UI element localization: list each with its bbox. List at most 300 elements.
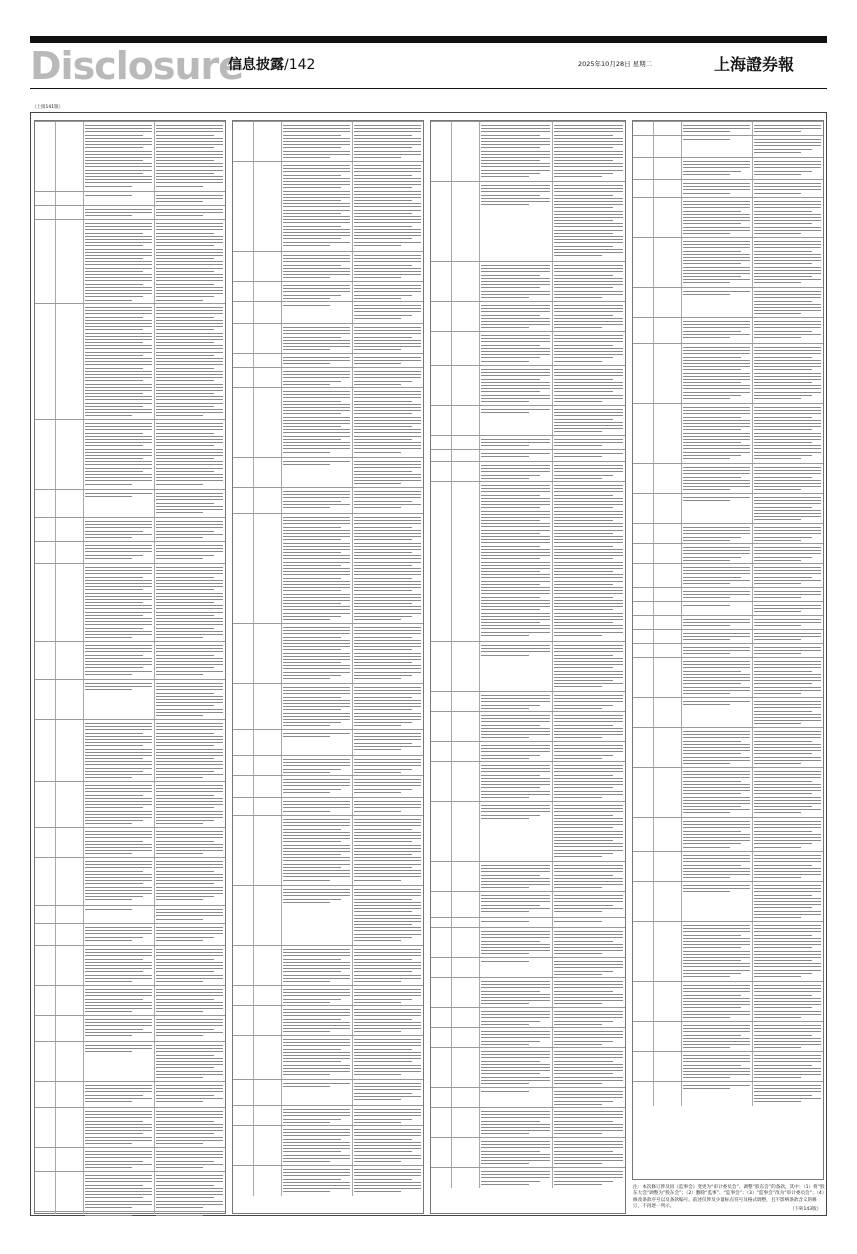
- text-line: [85, 1048, 152, 1049]
- text-line: [481, 485, 550, 486]
- text-line: [156, 429, 223, 430]
- text-line: [683, 207, 750, 208]
- column-divider: [451, 928, 452, 958]
- text-line: [85, 484, 132, 485]
- text-line: [354, 543, 421, 544]
- text-line: [156, 1055, 214, 1056]
- text-line: [85, 390, 152, 391]
- text-line: [156, 493, 223, 494]
- text-line: [156, 791, 223, 792]
- text-line: [283, 697, 341, 698]
- text-line: [683, 560, 730, 561]
- text-line: [156, 1137, 223, 1138]
- original-text-block: [283, 1083, 350, 1089]
- original-text-block: [85, 423, 152, 487]
- table-row: [35, 905, 225, 924]
- text-line: [683, 458, 730, 459]
- table-row: [633, 563, 823, 588]
- text-line: [354, 880, 401, 881]
- text-line: [156, 940, 203, 941]
- original-text-block: [85, 927, 152, 943]
- text-line: [554, 388, 623, 389]
- text-line: [481, 375, 550, 376]
- text-line: [283, 1065, 350, 1066]
- text-line: [683, 230, 750, 231]
- text-line: [283, 762, 350, 763]
- text-line: [85, 439, 152, 440]
- text-line: [754, 591, 821, 592]
- text-line: [481, 185, 550, 186]
- text-line: [156, 296, 214, 297]
- text-line: [156, 752, 223, 753]
- text-line: [554, 166, 623, 167]
- text-line: [683, 960, 741, 961]
- column-divider: [253, 162, 254, 252]
- text-line: [481, 147, 540, 148]
- text-line: [481, 797, 529, 798]
- text-line: [683, 737, 750, 738]
- text-line: [683, 1028, 750, 1029]
- text-line: [481, 1057, 550, 1058]
- text-line: [283, 1015, 350, 1016]
- text-line: [85, 736, 152, 737]
- text-line: [754, 279, 821, 280]
- column-divider: [552, 462, 553, 482]
- text-line: [354, 520, 421, 521]
- text-line: [354, 504, 421, 505]
- table-row: [35, 541, 225, 564]
- text-line: [354, 905, 421, 906]
- original-text-block: [683, 885, 750, 895]
- text-line: [283, 517, 350, 518]
- text-line: [481, 941, 540, 942]
- column-divider: [451, 1138, 452, 1168]
- column-divider: [552, 1168, 553, 1188]
- text-line: [481, 478, 529, 479]
- text-line: [683, 809, 750, 810]
- newspaper-name: 上海證券報: [714, 55, 795, 74]
- text-line: [481, 745, 550, 746]
- text-line: [283, 889, 350, 890]
- table-row: [233, 945, 423, 986]
- text-line: [554, 1031, 623, 1032]
- text-line: [85, 791, 152, 792]
- text-line: [754, 674, 821, 675]
- column-divider: [681, 288, 682, 318]
- text-line: [85, 890, 152, 891]
- text-line: [156, 280, 223, 281]
- text-line: [156, 403, 223, 404]
- text-line: [683, 247, 750, 248]
- text-line: [481, 593, 550, 594]
- text-line: [683, 267, 750, 268]
- column-divider: [55, 490, 56, 518]
- text-line: [283, 277, 330, 278]
- text-line: [156, 785, 223, 786]
- text-line: [85, 320, 152, 321]
- text-line: [683, 527, 750, 528]
- text-line: [683, 995, 741, 996]
- table-row: [431, 1087, 625, 1108]
- column-divider: [479, 712, 480, 742]
- text-line: [156, 715, 203, 716]
- column-divider: [653, 852, 654, 882]
- text-line: [754, 477, 812, 478]
- text-line: [481, 1037, 550, 1038]
- text-line: [283, 1025, 350, 1026]
- revised-text-block: [754, 591, 821, 601]
- original-text-block: [683, 925, 750, 979]
- text-line: [354, 285, 421, 286]
- text-line: [283, 413, 341, 414]
- text-line: [354, 668, 421, 669]
- revised-text-block: [354, 305, 421, 321]
- column-divider: [681, 238, 682, 288]
- text-line: [683, 998, 750, 999]
- text-line: [683, 594, 750, 595]
- text-line: [156, 1185, 214, 1186]
- revised-text-block: [354, 165, 421, 248]
- text-line: [754, 774, 821, 775]
- column-divider: [253, 1036, 254, 1080]
- text-line: [283, 1175, 350, 1176]
- text-line: [754, 747, 821, 748]
- column-divider: [681, 318, 682, 344]
- text-line: [754, 366, 821, 367]
- original-text-block: [683, 701, 750, 707]
- text-line: [85, 403, 152, 404]
- text-line: [754, 282, 801, 283]
- text-line: [156, 512, 203, 513]
- original-text-block: [283, 1129, 350, 1164]
- column-divider: [253, 756, 254, 776]
- text-line: [754, 973, 812, 974]
- text-line: [754, 324, 821, 325]
- text-line: [354, 841, 412, 842]
- text-line: [283, 1182, 350, 1183]
- text-line: [754, 458, 801, 459]
- original-text-block: [683, 139, 750, 142]
- text-line: [554, 1017, 623, 1018]
- text-line: [554, 1094, 623, 1095]
- revised-text-block: [554, 369, 623, 404]
- text-line: [85, 949, 152, 950]
- column-divider: [752, 982, 753, 1022]
- text-line: [481, 778, 550, 779]
- text-line: [85, 1035, 132, 1036]
- revised-text-block: [554, 745, 623, 761]
- table-row: [431, 691, 625, 712]
- column-divider: [253, 946, 254, 986]
- table-row: [233, 1079, 423, 1106]
- text-line: [156, 1064, 223, 1065]
- text-line: [85, 1011, 132, 1012]
- text-line: [481, 135, 540, 136]
- column-divider: [552, 762, 553, 802]
- text-line: [354, 902, 421, 903]
- text-line: [354, 206, 421, 207]
- text-line: [683, 497, 750, 498]
- column-divider: [281, 986, 282, 1006]
- column-divider: [681, 180, 682, 198]
- column-divider: [752, 818, 753, 852]
- table-row: [35, 641, 225, 680]
- text-line: [85, 580, 152, 581]
- text-line: [283, 832, 350, 833]
- table-row: [35, 205, 225, 220]
- text-line: [85, 548, 152, 549]
- text-line: [283, 423, 350, 424]
- text-line: [754, 307, 821, 308]
- table-row: [633, 493, 823, 524]
- text-line: [85, 1137, 152, 1138]
- original-text-block: [683, 661, 750, 696]
- text-line: [354, 915, 421, 916]
- text-line: [85, 733, 143, 734]
- text-line: [156, 317, 214, 318]
- text-line: [554, 335, 623, 336]
- text-line: [283, 1139, 341, 1140]
- text-line: [481, 805, 550, 806]
- text-line: [85, 1133, 143, 1134]
- original-text-block: [85, 785, 152, 826]
- text-line: [354, 848, 421, 849]
- text-line: [554, 787, 613, 788]
- text-line: [354, 678, 401, 679]
- text-line: [85, 1188, 152, 1189]
- text-line: [683, 128, 750, 129]
- text-line: [156, 548, 223, 549]
- table-row: [233, 1005, 423, 1036]
- text-line: [554, 997, 623, 998]
- text-line: [354, 769, 412, 770]
- column-divider: [681, 122, 682, 136]
- text-line: [754, 263, 812, 264]
- text-line: [156, 361, 223, 362]
- original-text-block: [683, 1085, 750, 1091]
- text-line: [754, 167, 821, 168]
- text-line: [754, 653, 801, 654]
- text-line: [754, 951, 821, 952]
- column-divider: [479, 482, 480, 642]
- text-line: [283, 391, 350, 392]
- text-line: [481, 511, 550, 512]
- text-line: [754, 164, 821, 165]
- text-line: [554, 439, 623, 440]
- text-line: [554, 901, 623, 902]
- text-line: [85, 1157, 152, 1158]
- table-row: [633, 921, 823, 982]
- text-line: [481, 755, 540, 756]
- text-line: [481, 324, 550, 325]
- text-line: [354, 801, 421, 802]
- text-line: [156, 320, 223, 321]
- text-line: [481, 1127, 550, 1128]
- text-line: [156, 474, 223, 475]
- text-line: [283, 1158, 350, 1159]
- amendment-table-column-3: [430, 120, 626, 1214]
- text-line: [754, 858, 821, 859]
- text-line: [156, 537, 203, 538]
- text-line: [754, 821, 821, 822]
- text-line: [481, 961, 529, 962]
- text-line: [754, 790, 821, 791]
- text-line: [754, 744, 821, 745]
- text-line: [683, 843, 741, 844]
- text-line: [554, 135, 613, 136]
- text-line: [754, 139, 821, 140]
- text-line: [156, 170, 223, 171]
- column-divider: [352, 282, 353, 302]
- text-line: [554, 357, 613, 358]
- text-line: [283, 131, 350, 132]
- text-line: [554, 1160, 623, 1161]
- revised-text-block: [354, 255, 421, 281]
- text-line: [354, 374, 421, 375]
- text-line: [683, 812, 730, 813]
- text-line: [85, 255, 152, 256]
- text-line: [354, 530, 421, 531]
- column-divider: [681, 658, 682, 698]
- text-line: [554, 265, 623, 266]
- table-row: [233, 353, 423, 368]
- text-line: [354, 507, 401, 508]
- text-line: [481, 600, 550, 601]
- text-line: [156, 261, 223, 262]
- text-line: [554, 223, 623, 224]
- text-line: [283, 520, 350, 521]
- text-line: [85, 558, 132, 559]
- column-divider: [55, 122, 56, 192]
- column-divider: [752, 136, 753, 158]
- original-text-block: [85, 223, 152, 303]
- text-line: [481, 154, 550, 155]
- text-line: [554, 201, 623, 202]
- text-line: [683, 803, 750, 804]
- text-line: [354, 298, 401, 299]
- column-divider: [479, 762, 480, 802]
- text-line: [683, 750, 750, 751]
- text-line: [481, 775, 540, 776]
- text-line: [156, 1051, 223, 1052]
- column-divider: [552, 802, 553, 862]
- text-line: [283, 1172, 350, 1173]
- text-line: [481, 568, 550, 569]
- revised-text-block: [354, 357, 421, 367]
- text-line: [554, 597, 613, 598]
- table-row: [431, 957, 625, 978]
- text-line: [754, 734, 821, 735]
- column-divider: [451, 406, 452, 436]
- text-line: [481, 794, 550, 795]
- text-line: [283, 360, 350, 361]
- text-line: [754, 1028, 821, 1029]
- text-line: [754, 877, 801, 878]
- text-line: [354, 1145, 421, 1146]
- column-divider: [281, 122, 282, 162]
- text-line: [283, 507, 330, 508]
- text-line: [354, 779, 421, 780]
- text-line: [85, 358, 152, 359]
- text-line: [354, 640, 421, 641]
- text-line: [554, 1070, 623, 1071]
- text-line: [85, 1032, 152, 1033]
- text-line: [85, 223, 152, 224]
- text-line: [156, 871, 214, 872]
- text-line: [554, 609, 613, 610]
- text-line: [754, 753, 812, 754]
- text-line: [354, 989, 421, 990]
- text-line: [354, 578, 412, 579]
- text-line: [283, 1083, 350, 1084]
- original-text-block: [683, 985, 750, 1020]
- text-line: [481, 574, 550, 575]
- text-line: [283, 184, 350, 185]
- text-line: [354, 968, 421, 969]
- original-text-block: [85, 909, 152, 912]
- text-line: [156, 1133, 214, 1134]
- revised-text-block: [354, 327, 421, 353]
- column-divider: [653, 922, 654, 982]
- text-line: [156, 771, 214, 772]
- text-line: [754, 553, 821, 554]
- text-line: [754, 186, 821, 187]
- text-line: [354, 194, 421, 195]
- text-line: [354, 181, 421, 182]
- text-line: [85, 624, 152, 625]
- column-divider: [451, 892, 452, 918]
- text-line: [156, 655, 214, 656]
- text-line: [481, 655, 529, 656]
- text-line: [85, 138, 152, 139]
- text-line: [85, 752, 152, 753]
- text-line: [683, 591, 750, 592]
- text-line: [554, 964, 623, 965]
- text-line: [754, 667, 821, 668]
- text-line: [156, 233, 214, 234]
- text-line: [85, 521, 152, 522]
- text-line: [554, 908, 623, 909]
- text-line: [481, 944, 550, 945]
- revised-text-block: [754, 633, 821, 643]
- text-line: [354, 649, 412, 650]
- text-line: [481, 284, 550, 285]
- text-line: [354, 381, 412, 382]
- text-line: [554, 571, 613, 572]
- column-divider: [55, 720, 56, 782]
- text-line: [85, 989, 152, 990]
- text-line: [554, 555, 623, 556]
- table-row: [633, 767, 823, 818]
- text-line: [156, 452, 223, 453]
- text-line: [156, 223, 223, 224]
- column-divider: [752, 464, 753, 494]
- text-line: [156, 689, 223, 690]
- text-line: [481, 1124, 550, 1125]
- original-text-block: [683, 407, 750, 461]
- text-line: [754, 664, 821, 665]
- text-line: [754, 625, 801, 626]
- revision-footnote: 注：本次修订涉及因《监事会》变更为“审计委员会”、调整“股东会”的条款，其中：（1）将“股东大会”调整为“股东会”；（2）删除“监事”、“监事会”；（3）“监事会”改为“审计委员会”；（4）修改条款序号以及条款编号。前述仅涉及少量标点符号及格式调整，且不影响条款含义的修订，不再逐一列示。: [633, 1185, 825, 1210]
- text-line: [481, 275, 540, 276]
- original-text-block: [85, 1215, 152, 1218]
- text-line: [754, 991, 821, 992]
- text-line: [354, 1169, 421, 1170]
- text-line: [156, 729, 223, 730]
- text-line: [283, 594, 350, 595]
- text-line: [283, 633, 350, 634]
- original-text-block: [683, 619, 750, 629]
